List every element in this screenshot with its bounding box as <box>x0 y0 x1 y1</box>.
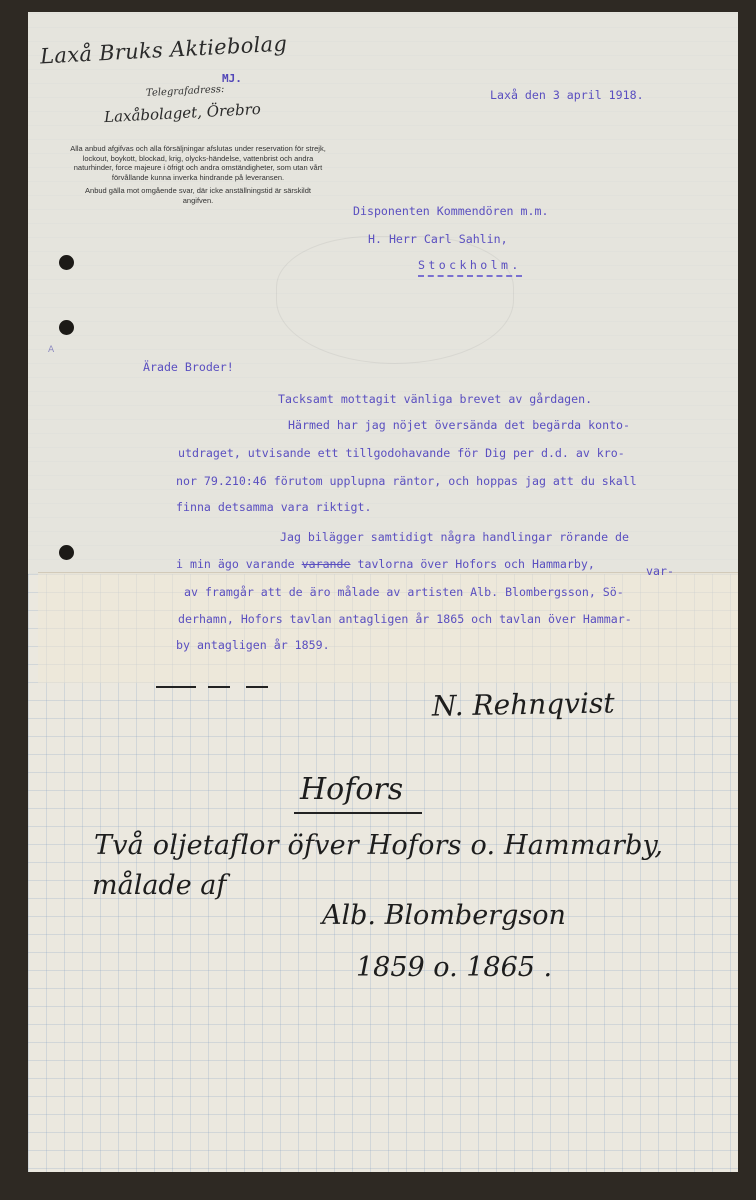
body-line: derhamn, Hofors tavlan antagligen år 1865 och tavlan över Hammar- <box>178 612 632 626</box>
recipient-line: Disponenten Kommendören m.m. <box>353 204 549 218</box>
body-line: nor 79.210:46 förutom upplupna räntor, och hoppas jag att du skall <box>176 474 637 488</box>
struck-word: varande <box>301 557 351 571</box>
telegram-address: Laxåbolaget, Örebro <box>103 99 262 127</box>
body-line: utdraget, utvisande ett tillgodohavande för Dig per d.d. av kro- <box>178 446 625 460</box>
signature: N. Rehnqvist <box>431 686 615 723</box>
punch-hole <box>59 320 74 335</box>
salutation: Ärade Broder! <box>143 360 234 374</box>
handwritten-line: 1859 o. 1865 . <box>356 952 553 983</box>
recipient-line: H. Herr Carl Sahlin, <box>368 232 508 246</box>
punch-hole <box>59 255 74 270</box>
letterhead-company: Laxå Bruks Aktiebolag <box>39 31 288 69</box>
telegram-label: Telegrafadress: <box>145 83 225 100</box>
handwritten-line: målade af <box>92 870 227 901</box>
body-line: av framgår att de äro målade av artisten Alb. Blombergsson, Sö- <box>184 585 624 599</box>
dash-mark <box>246 686 268 688</box>
recipient-city: Stockholm. <box>418 258 522 277</box>
handwritten-line: Alb. Blombergson <box>322 900 566 931</box>
handwritten-line: Två oljetaflor öfver Hofors o. Hammarby, <box>94 830 664 861</box>
body-line: Jag bilägger samtidigt några handlingar rörande de <box>280 530 630 544</box>
date-line: Laxå den 3 april 1918. <box>490 88 644 102</box>
dash-mark <box>156 686 196 688</box>
handwritten-heading: Hofors <box>300 772 404 807</box>
watermark-seal <box>276 236 514 364</box>
terms-block <box>70 144 326 209</box>
terms-paragraph: Anbud gälla mot omgående svar, där icke anställningstid är särskildt angifven. <box>85 186 311 205</box>
letterhead-initials: MJ. <box>222 72 242 85</box>
terms-paragraph: Alla anbud afgifvas och alla försäljningar afslutas under reservation för strejk, lockout, boykott, blockad, krig, olycks-händelse, vattenbrist och andra naturhinder, force majeure i öfrigt och andra omständigheter, som utan vårt förvållande kunna inverka hindrande på leveransen. <box>70 144 326 182</box>
body-line-end: var- <box>646 564 674 578</box>
body-line: Härmed har jag nöjet översända det begärda konto- <box>288 418 631 432</box>
body-line: finna detsamma vara riktigt. <box>176 500 372 514</box>
body-text: tavlorna över Hofors och Hammarby, <box>350 557 595 571</box>
body-line <box>176 557 595 571</box>
heading-underline <box>294 812 422 814</box>
body-line: by antagligen år 1859. <box>176 638 330 652</box>
body-text: i min ägo varande <box>176 557 302 571</box>
body-line: Tacksamt mottagit vänliga brevet av gårdagen. <box>278 392 593 406</box>
margin-mark: A <box>48 345 55 355</box>
dash-mark <box>208 686 230 688</box>
punch-hole <box>59 545 74 560</box>
